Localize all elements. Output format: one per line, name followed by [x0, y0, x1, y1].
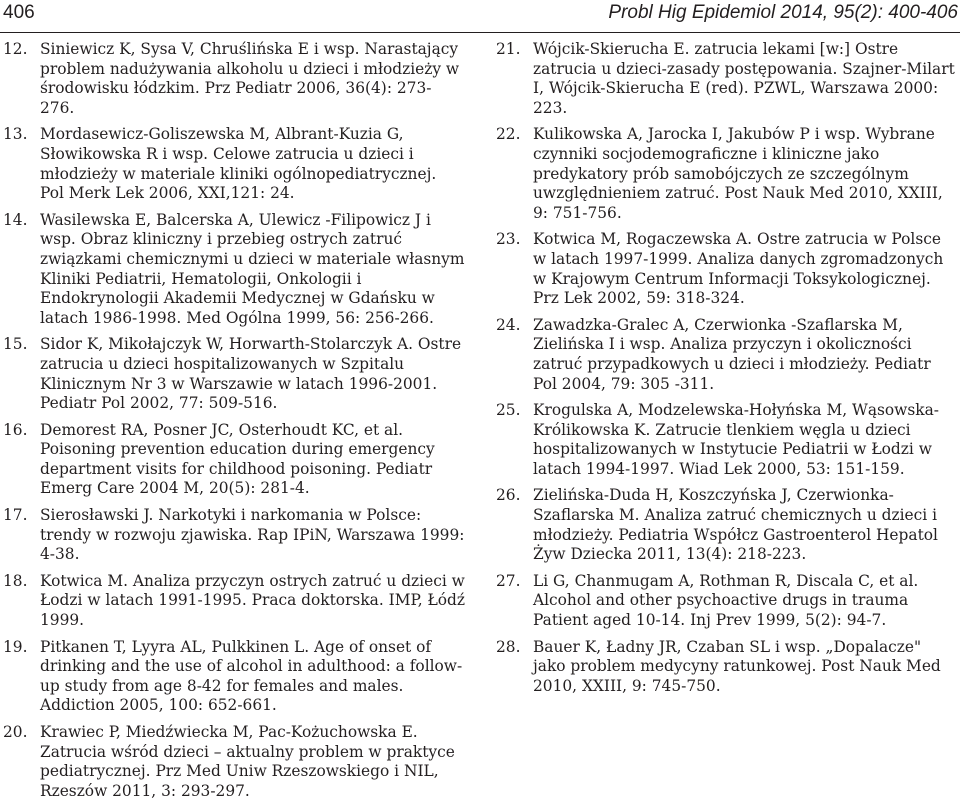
reference-text: Sierosławski J. Narkotyki i narkomania w Polsce: trendy w rozwoju zjawiska. Rap IPiN, Warszawa 1999: 4-38. [40, 506, 465, 564]
reference-item [496, 40, 958, 118]
reference-number: 27. [496, 571, 521, 590]
reference-number: 25. [496, 401, 521, 420]
reference-item [3, 506, 465, 565]
reference-item [3, 572, 465, 631]
reference-text: Wójcik-Skierucha E. zatrucia lekami [w:] Ostre zatrucia u dzieci-zasady postępowania. Szajner-Milart I, Wójcik-Skierucha E (red). PZWL, Warszawa 2000: 223. [533, 40, 955, 117]
references-right-column [496, 40, 958, 703]
journal-citation: Probl Hig Epidemiol 2014, 95(2): 400-406 [608, 2, 958, 23]
reference-item [3, 40, 465, 118]
reference-item [3, 211, 465, 329]
reference-item [3, 638, 465, 716]
reference-text: Bauer K, Ładny JR, Czaban SL i wsp. „Dopalacze" jako problem medycyny ratunkowej. Post Nauk Med 2010, XXIII, 9: 745-750. [533, 637, 941, 695]
reference-item [496, 401, 958, 479]
reference-number: 17. [3, 506, 28, 525]
reference-text: Kulikowska A, Jarocka I, Jakubów P i wsp. Wybrane czynniki socjodemograficzne i kliniczne jako predykatory prób samobójczych ze szczególnym uwzględnieniem zatruć. Post Nauk Med 2010, XXIII, 9: 751-756. [533, 125, 943, 222]
reference-text: Kotwica M. Analiza przyczyn ostrych zatruć u dzieci w Łodzi w latach 1991-1995. Praca doktorska. IMP, Łódź 1999. [40, 571, 465, 630]
reference-number: 20. [3, 723, 28, 741]
reference-item [496, 230, 958, 308]
references-left-column [3, 40, 465, 808]
reference-item [496, 316, 958, 394]
reference-text: Pitkanen T, Lyyra AL, Pulkkinen L. Age of onset of drinking and the use of alcohol in adulthood: a follow-up study from age 8-42 for females and males. Addiction 2005, 100: 652-661. [40, 637, 463, 715]
reference-number: 19. [3, 637, 28, 656]
reference-number: 28. [496, 637, 521, 656]
reference-text: Sidor K, Mikołajczyk W, Horwarth-Stolarczyk A. Ostre zatrucia u dzieci hospitalizowanych w Szpitalu Klinicznym Nr 3 w Warszawie w latach 1996-2001. Pediatr Pol 2002, 77: 509-516. [40, 335, 462, 413]
reference-text: Mordasewicz-Goliszewska M, Albrant-Kuzia G, Słowikowska R i wsp. Celowe zatrucia u dzieci i młodzieży w materiale kliniki ogólnopediatrycznej. Pol Merk Lek 2006, XXI,121: 24. [40, 125, 437, 203]
reference-item [496, 572, 958, 631]
reference-number: 16. [3, 420, 28, 439]
reference-text: Zawadzka-Gralec A, Czerwionka -Szaflarska M, Zielińska I i wsp. Analiza przyczyn i okoliczności zatruć przypadkowych u dzieci i młodzieży. Pediatr Pol 2004, 79: 305 -311. [533, 315, 931, 393]
reference-number: 23. [496, 230, 521, 249]
reference-item [3, 723, 465, 801]
reference-number: 18. [3, 571, 28, 590]
reference-item [496, 638, 958, 697]
reference-number: 24. [496, 315, 521, 334]
reference-text: Wasilewska E, Balcerska A, Ulewicz -Filipowicz J i wsp. Obraz kliniczny i przebieg ostrych zatruć związkami chemicznymi u dzieci w materiale własnym Kliniki Pediatrii, Hematologii, Onkologii i Endokrynologii Akademii Medycznej w Gdańsku w latach 1986-1998. Med Ogólna 1999, 56: 256-266. [40, 210, 465, 327]
reference-item [3, 335, 465, 413]
reference-item [496, 125, 958, 223]
reference-item [3, 421, 465, 499]
reference-number: 14. [3, 210, 28, 229]
reference-number: 15. [3, 335, 28, 354]
reference-text: Kotwica M, Rogaczewska A. Ostre zatrucia w Polsce w latach 1997-1999. Analiza danych zgromadzonych w Krajowym Centrum Informacji Toksykologicznej. Prz Lek 2002, 59: 318-324. [533, 230, 944, 308]
reference-number: 21. [496, 40, 521, 58]
reference-number: 22. [496, 125, 521, 144]
reference-number: 26. [496, 486, 521, 505]
reference-text: Demorest RA, Posner JC, Osterhoudt KC, et al. Poisoning prevention education during emergency department visits for childhood poisoning. Pediatr Emerg Care 2004 M, 20(5): 281-4. [40, 420, 435, 498]
reference-number: 13. [3, 125, 28, 144]
reference-text: Krogulska A, Modzelewska-Hołyńska M, Wąsowska-Królikowska K. Zatrucie tlenkiem węgla u dzieci hospitalizowanych w Instytucie Pediatrii w Łodzi w latach 1994-1997. Wiad Lek 2000, 53: 151-159. [533, 401, 939, 478]
page-number: 406 [3, 2, 35, 23]
page-header [0, 0, 960, 33]
reference-number: 12. [3, 40, 28, 58]
reference-item [3, 125, 465, 203]
reference-item [496, 486, 958, 564]
reference-text: Siniewicz K, Sysa V, Chruślińska E i wsp. Narastający problem nadużywania alkoholu u dzieci i młodzieży w środowisku łódzkim. Prz Pediatr 2006, 36(4): 273-276. [40, 40, 460, 117]
reference-text: Zielińska-Duda H, Koszczyńska J, Czerwionka-Szaflarska M. Analiza zatruć chemicznych u dzieci i młodzieży. Pediatria Współcz Gastroenterol Hepatol Żyw Dziecka 2011, 13(4): 218-223. [533, 486, 938, 564]
reference-text: Krawiec P, Miedźwiecka M, Pac-Kożuchowska E. Zatrucia wśród dzieci – aktualny problem w praktyce pediatrycznej. Prz Med Uniw Rzeszowskiego i NIL, Rzeszów 2011, 3: 293-297. [40, 723, 455, 800]
reference-text: Li G, Chanmugam A, Rothman R, Discala C, et al. Alcohol and other psychoactive drugs in trauma Patient aged 10-14. Inj Prev 1999, 5(2): 94-7. [533, 571, 919, 630]
